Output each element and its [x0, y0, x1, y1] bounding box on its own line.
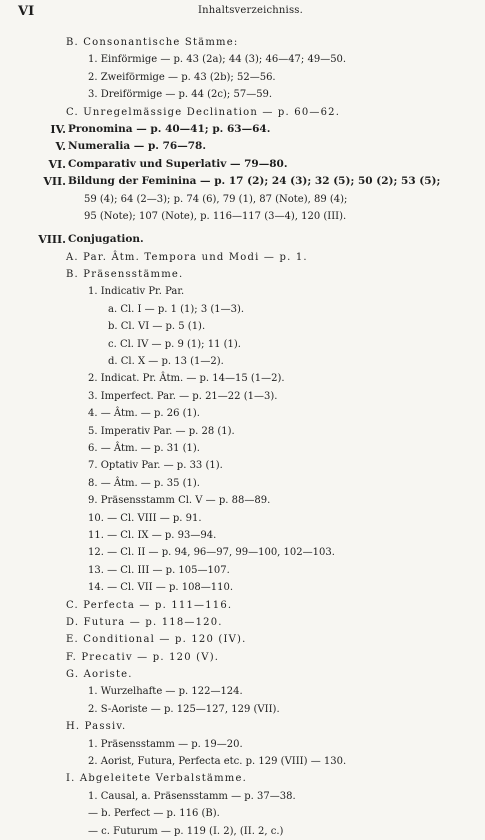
toc-line: [0, 301, 485, 318]
toc-line: [0, 649, 485, 666]
toc-entry-text: — c. Futurum — p. 119 (I. 2), (II. 2, c.): [88, 825, 284, 837]
toc-entry-text: 14. — Cl. VII — p. 108—110.: [88, 582, 234, 594]
running-head: Inhaltsverzeichniss.: [198, 5, 303, 16]
toc-line: [0, 104, 485, 121]
toc-line: [0, 283, 485, 300]
toc-entry-text: F. Precativ — p. 120 (V).: [66, 651, 220, 663]
toc-line: [0, 579, 485, 596]
toc-entry-text: B. Präsensstämme.: [66, 269, 184, 281]
toc-entry-text: G. Aoriste.: [66, 669, 133, 681]
toc-entry-text: 2. Aorist, Futura, Perfecta etc. p. 129 (VIII) — 130.: [88, 756, 347, 768]
toc-line: [0, 788, 485, 805]
toc-line: [0, 527, 485, 544]
toc-line: [0, 544, 485, 561]
toc-line: [0, 69, 485, 86]
toc-line: [0, 370, 485, 387]
toc-line: [0, 86, 485, 103]
toc-entry-text: B. Consonantische Stämme:: [66, 37, 239, 48]
toc-line: [0, 701, 485, 718]
toc-entry-text: 5. Imperativ Par. — p. 28 (1).: [88, 425, 235, 437]
toc-entry-text: 1. Präsensstamm — p. 19—20.: [88, 738, 243, 750]
roman-numeral: VII.: [43, 175, 66, 189]
toc-line: [0, 156, 485, 173]
toc-line: [0, 770, 485, 787]
toc-entry-text: a. Cl. I — p. 1 (1); 3 (1—3).: [108, 303, 245, 315]
page-header: [0, 4, 485, 22]
toc-entry-text: b. Cl. VI — p. 5 (1).: [108, 321, 206, 333]
toc-entry-text: — b. Perfect — p. 116 (B).: [88, 808, 220, 820]
toc-entry-text: 12. — Cl. II — p. 94, 96—97, 99—100, 102—103.: [88, 547, 335, 559]
toc-line: [0, 718, 485, 735]
toc-entry-text: 11. — Cl. IX — p. 93—94.: [88, 529, 217, 541]
toc-entry-text: 1. Wurzelhafte — p. 122—124.: [88, 686, 243, 698]
toc-line: [0, 631, 485, 648]
toc-entry-text: Bildung der Feminina — p. 17 (2); 24 (3); 32 (5); 50 (2); 53 (5);: [68, 175, 441, 188]
toc-entry-text: Conjugation.: [68, 233, 144, 246]
toc-entry-text: 7. Optativ Par. — p. 33 (1).: [88, 460, 223, 472]
toc-entry-text: E. Conditional — p. 120 (IV).: [66, 634, 247, 646]
toc-line: [0, 138, 485, 155]
toc-entry-text: C. Perfecta — p. 111—116.: [66, 599, 233, 611]
toc-line: [0, 405, 485, 422]
toc-entry-text: 2. S-Aoriste — p. 125—127, 129 (VII).: [88, 703, 280, 715]
toc-line: [0, 440, 485, 457]
toc-line: [0, 492, 485, 509]
toc-entry-text: c. Cl. IV — p. 9 (1); 11 (1).: [108, 338, 241, 350]
toc-line: [0, 597, 485, 614]
toc-line: [0, 208, 485, 225]
toc-entry-text: I. Abgeleitete Verbalstämme.: [66, 773, 247, 785]
toc-entry-text: C. Unregelmässige Declination — p. 60—62.: [66, 106, 341, 118]
toc-line: [0, 683, 485, 700]
toc-entry-text: 3. Imperfect. Par. — p. 21—22 (1—3).: [88, 390, 278, 402]
toc-entry-text: Numeralia — p. 76—78.: [68, 140, 206, 153]
toc-entry-text: 1. Indicativ Pr. Par.: [88, 286, 185, 298]
roman-numeral: VI.: [48, 157, 66, 171]
toc-line: [0, 753, 485, 770]
toc-entry-text: 13. — Cl. III — p. 105—107.: [88, 564, 230, 576]
page-number: VI: [18, 4, 35, 19]
toc-entry-text: 10. — Cl. VIII — p. 91.: [88, 512, 202, 524]
roman-numeral: IV.: [50, 122, 66, 136]
toc-line: [0, 266, 485, 283]
toc-entry-text: d. Cl. X — p. 13 (1—2).: [108, 356, 224, 368]
toc-line: [0, 805, 485, 822]
toc-line: [0, 191, 485, 208]
toc-line: [0, 457, 485, 474]
toc-entry-text: 1. Causal, a. Präsensstamm — p. 37—38.: [88, 790, 296, 802]
toc-line: [0, 823, 485, 840]
toc-line: [0, 736, 485, 753]
toc-line: [0, 34, 485, 51]
toc-entry-text: 4. — Âtm. — p. 26 (1).: [88, 408, 200, 420]
toc-entry-text: D. Futura — p. 118—120.: [66, 616, 223, 628]
toc-line: [0, 475, 485, 492]
toc-entry-text: Comparativ und Superlativ — 79—80.: [68, 157, 288, 170]
toc-entry-text: Pronomina — p. 40—41; p. 63—64.: [68, 122, 271, 135]
toc-line: [0, 423, 485, 440]
toc-entry-text: 95 (Note); 107 (Note), p. 116—117 (3—4), 120 (III).: [84, 210, 347, 222]
toc-line: [0, 318, 485, 335]
toc-entry-text: 1. Einförmige — p. 43 (2a); 44 (3); 46—47; 49—50.: [88, 54, 347, 66]
table-of-contents: [0, 34, 485, 840]
toc-line: [0, 173, 485, 190]
toc-entry-text: 9. Präsensstamm Cl. V — p. 88—89.: [88, 495, 271, 507]
toc-entry-text: 6. — Âtm. — p. 31 (1).: [88, 442, 200, 454]
toc-line: [0, 249, 485, 266]
toc-line: [0, 666, 485, 683]
toc-line: [0, 510, 485, 527]
roman-numeral: VIII.: [38, 233, 66, 247]
toc-line: [0, 353, 485, 370]
toc-entry-text: 3. Dreiförmige — p. 44 (2c); 57—59.: [88, 89, 273, 101]
toc-entry-text: 2. Zweiförmige — p. 43 (2b); 52—56.: [88, 71, 276, 83]
toc-entry-text: H. Passiv.: [66, 721, 127, 733]
toc-line: [0, 121, 485, 138]
toc-line: [0, 51, 485, 68]
toc-entry-text: 59 (4); 64 (2—3); p. 74 (6), 79 (1), 87 (Note), 89 (4);: [84, 193, 348, 205]
toc-entry-text: 8. — Âtm. — p. 35 (1).: [88, 477, 200, 489]
toc-line: [0, 336, 485, 353]
toc-line: [0, 388, 485, 405]
toc-line: [0, 562, 485, 579]
toc-entry-text: 2. Indicat. Pr. Âtm. — p. 14—15 (1—2).: [88, 373, 285, 385]
toc-line: [0, 614, 485, 631]
toc-entry-text: A. Par. Âtm. Tempora und Modi — p. 1.: [66, 251, 308, 263]
roman-numeral: V.: [55, 140, 66, 154]
toc-line: [0, 231, 485, 248]
